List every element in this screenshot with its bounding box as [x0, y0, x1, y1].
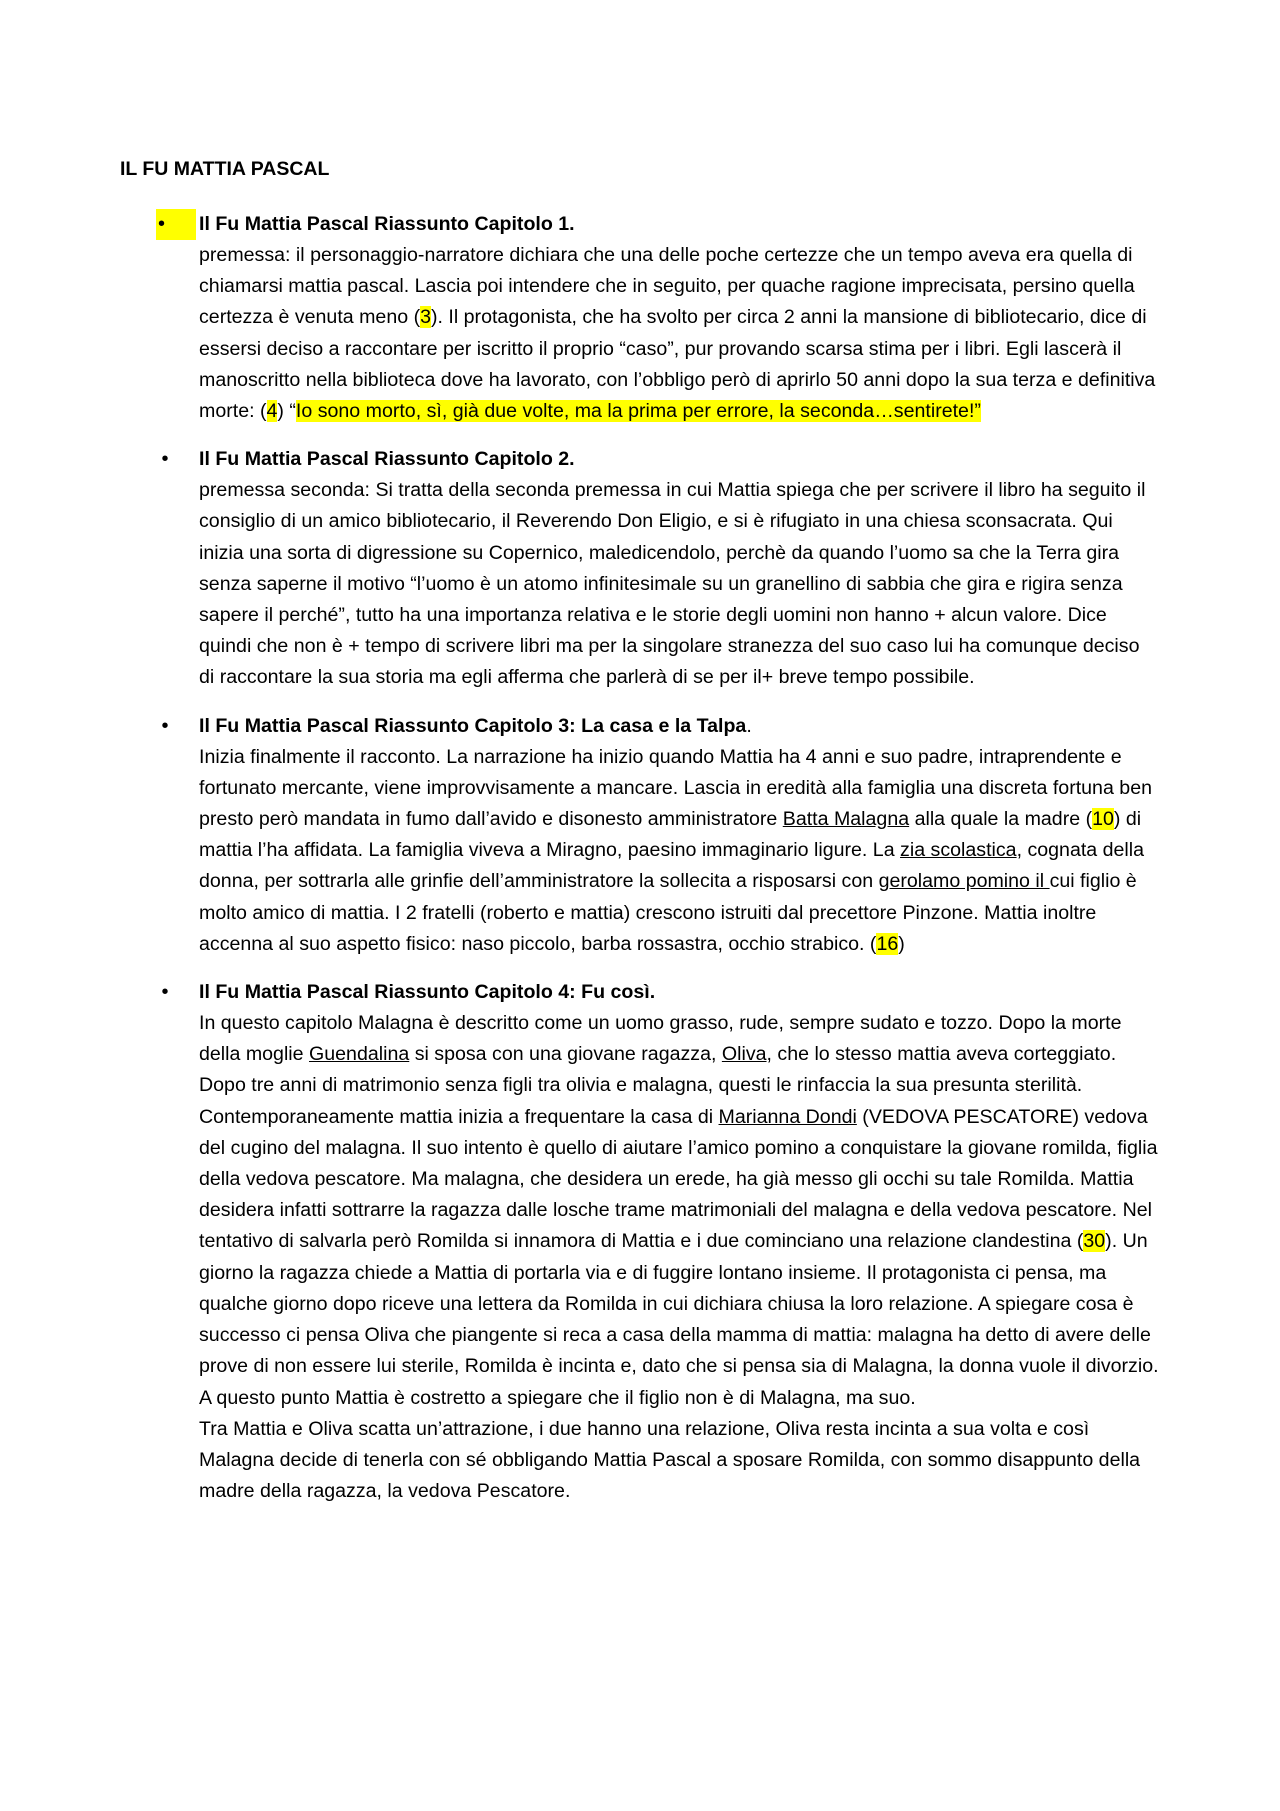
underlined-text: Oliva	[721, 1043, 767, 1066]
text-run: ) di mattia l’ha affidata. La famiglia viveva a Miragno, paesino immaginario ligure. La	[199, 808, 1142, 862]
text-run: , che lo stesso mattia aveva corteggiato. Dopo tre anni di matrimonio senza figli tra olivia e malagna, questi le rinfaccia la sua presunta sterilità. Contemporaneamente mattia inizia a frequentare la casa di	[199, 1043, 1117, 1128]
highlighted-text: Io sono morto, sì, già due volte, ma la prima per errore, la seconda…sentirete!”	[295, 400, 981, 423]
text-run: ). Un giorno la ragazza chiede a Mattia di portarla via e di fuggire lontano insieme. Il protagonista ci pensa, ma qualche giorno dopo riceve una lettera da Romilda in cui dichiara chiusa la loro relazione. A spiegare cosa è successo ci pensa Oliva che piangente si reca a casa della mamma di mattia: malagna ha detto di avere delle prove di non essere lui sterile, Romilda è incinta e, dato che si pensa sia di Malagna, la donna vuole il divorzio. A questo punto Mattia è costretto a spiegare che il figlio non è di Malagna, ma suo.	[199, 1230, 1159, 1409]
text-run: Inizia finalmente il racconto. La narrazione ha inizio quando Mattia ha 4 anni e suo padre, intraprendente e fortunato mercante, viene improvvisamente a mancare. Lascia in eredità alla famiglia una discreta fortuna ben presto però mandata in fumo dall’avido e disonesto amministratore	[199, 745, 1152, 831]
bullet-icon: •	[156, 209, 196, 240]
chapter-body	[199, 1008, 1160, 1507]
bullet-icon: •	[161, 714, 169, 737]
text-run: ). Il protagonista, che ha svolto per circa 2 anni la mansione di bibliotecario, dice di essersi deciso a raccontare per iscritto il proprio “caso”, pur provando scarsa stima per i libri. Egli lascerà il manoscritto nella biblioteca dove ha lavorato, con l’obbligo però di aprirlo 50 anni dopo la sua terza e definitiva morte: (	[199, 306, 1156, 423]
chapter-item	[120, 209, 1160, 427]
highlighted-text: 16	[876, 932, 899, 955]
text-run: premessa seconda: Si tratta della seconda premessa in cui Mattia spiega che per scrivere il libro ha seguito il consiglio di un amico bibliotecario, il Reverendo Don Eligio, e si è rifugiato in una chiesa sconsacrata. Qui inizia una sorta di digressione su Copernico, maledicendolo, perchè da quando l’uomo sa che la Terra gira senza saperne il motivo “l’uomo è un atomo infinitesimale su un granellino di sabbia che gira e rigira senza sapere il perché”, tutto ha una importanza relativa e le storie degli uomini non hanno + alcun valore. Dice quindi che non è + tempo di scrivere libri ma per la singolare stranezza del suo caso lui ha comunque deciso di raccontare la sua storia ma egli afferma che parlerà di se per il+ breve tempo possibile.	[199, 479, 1146, 689]
chapter-paragraph	[199, 742, 1160, 960]
chapter-item	[120, 977, 1160, 1507]
underlined-text: Batta Malagna	[782, 808, 910, 831]
bullet-icon: •	[161, 981, 169, 1004]
text-run: )	[898, 932, 905, 955]
text-run: si sposa con una giovane ragazza,	[409, 1043, 722, 1066]
chapter-item	[120, 444, 1160, 693]
chapter-paragraph	[199, 240, 1160, 427]
highlighted-text: 30	[1083, 1230, 1106, 1253]
chapter-paragraph	[199, 1414, 1160, 1508]
text-run: cui figlio è molto amico di mattia. I 2 fratelli (roberto e mattia) crescono istruiti dal precettore Pinzone. Mattia inoltre accenna al suo aspetto fisico: naso piccolo, barba rossastra, occhio strabico. (	[199, 870, 1137, 955]
chapter-heading: Il Fu Mattia Pascal Riassunto Capitolo 2.	[199, 448, 575, 471]
highlighted-text: 3	[420, 306, 431, 329]
chapter-list	[120, 209, 1160, 1507]
chapter-heading-suffix: .	[746, 714, 752, 737]
highlighted-text: 10	[1092, 808, 1114, 831]
text-run: ) “	[277, 400, 296, 423]
underlined-text: gerolamo pomino il	[878, 870, 1050, 893]
text-run: Tra Mattia e Oliva scatta un’attrazione, i due hanno una relazione, Oliva resta incinta a sua volta e così Malagna decide di tenerla con sé obbligando Mattia Pascal a sposare Romilda, con sommo disappunto della madre della ragazza, la vedova Pescatore.	[199, 1417, 1141, 1503]
chapter-paragraph	[199, 1008, 1160, 1414]
chapter-heading: Il Fu Mattia Pascal Riassunto Capitolo 4: Fu così.	[199, 981, 656, 1004]
text-run: In questo capitolo Malagna è descritto come un uomo grasso, rude, sempre sudato e tozzo. Dopo la morte della moglie	[199, 1012, 1122, 1066]
text-run: alla quale la madre (	[909, 808, 1093, 831]
underlined-text: zia scolastica	[900, 839, 1017, 862]
document-title: IL FU MATTIA PASCAL	[120, 158, 330, 180]
chapter-heading-text: Il Fu Mattia Pascal Riassunto Capitolo 3: La casa e la Talpa	[199, 714, 747, 737]
chapter-body	[199, 742, 1160, 960]
text-run: premessa: il personaggio-narratore dichiara che una delle poche certezze che un tempo aveva era quella di chiamarsi mattia pascal. Lascia poi intendere che in seguito, per quache ragione imprecisata, persino quella certezza è venuta meno (	[199, 244, 1135, 329]
chapter-heading	[199, 711, 1160, 742]
chapter-body	[199, 240, 1160, 427]
highlighted-text: 4	[266, 400, 278, 423]
text-run: (VEDOVA PESCATORE) vedova del cugino del malagna. Il suo intento è quello di aiutare l’amico pomino a conquistare la giovane romilda, figlia della vedova pescatore. Ma malagna, che desidera un erede, ha già messo gli occhi su tale Romilda. Mattia desidera infatti sottrarre la ragazza dalle losche trame matrimoniali del malagna e della vedova pescatore. Nel tentativo di salvarla però Romilda si innamora di Mattia e i due cominciano una relazione clandestina (	[199, 1105, 1158, 1253]
chapter-heading: Il Fu Mattia Pascal Riassunto Capitolo 1.	[199, 213, 575, 235]
underlined-text: Marianna Dondi	[718, 1105, 857, 1128]
underlined-text: Guendalina	[309, 1043, 410, 1066]
chapter-body	[199, 475, 1160, 693]
bullet-icon: •	[161, 448, 169, 471]
text-run: , cognata della donna, per sottrarla alle grinfie dell’amministratore la sollecita a risposarsi con	[199, 839, 1145, 893]
chapter-item	[120, 711, 1160, 960]
chapter-paragraph	[199, 475, 1160, 693]
